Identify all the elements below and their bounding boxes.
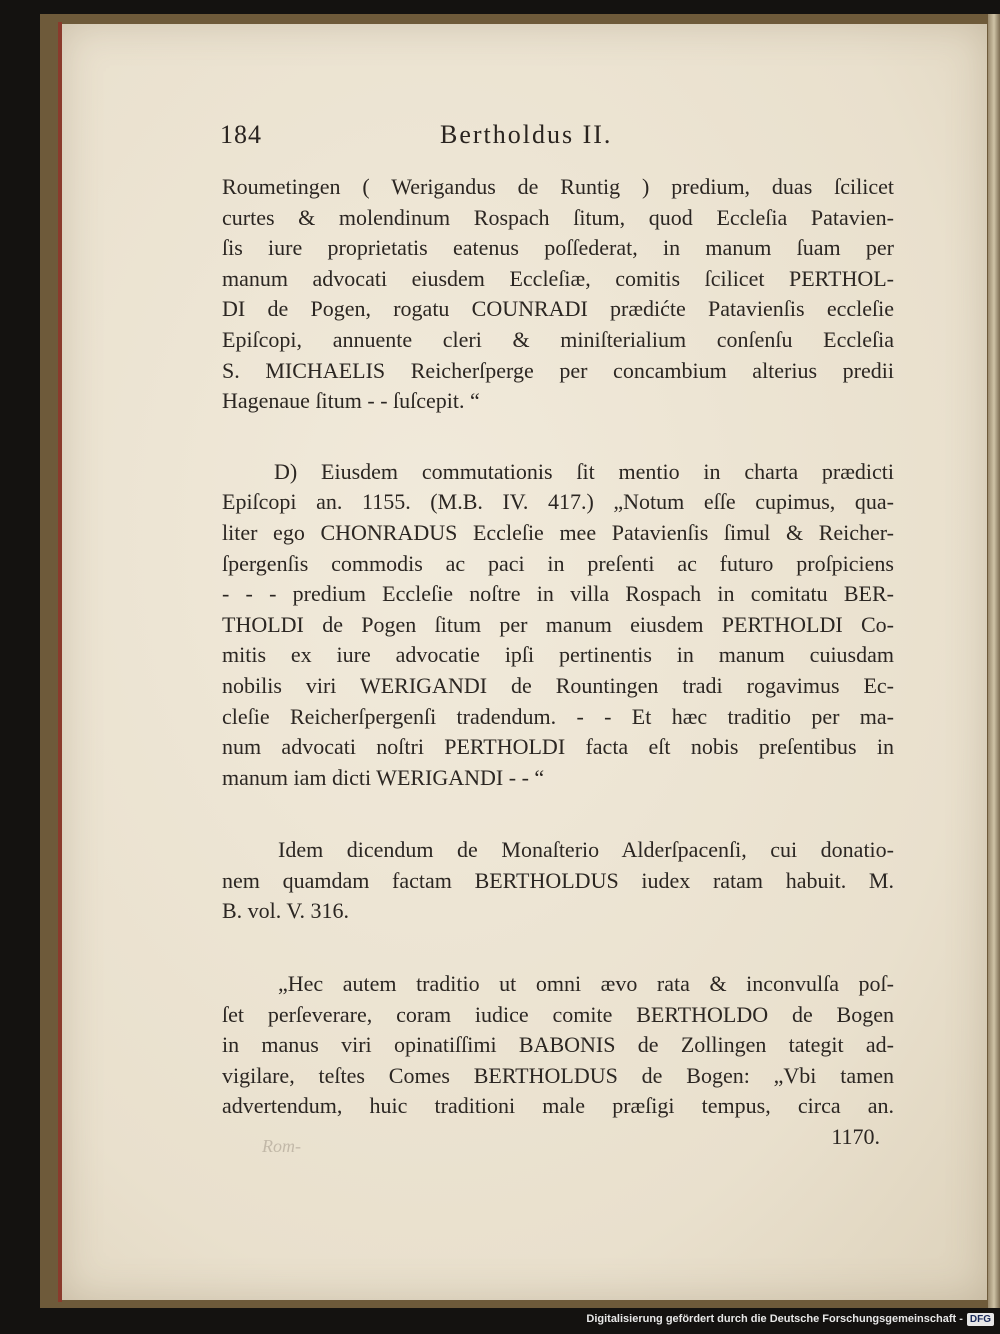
page-left-edge (58, 22, 62, 1302)
digitization-credit (586, 1310, 994, 1328)
text-line: in manus viri opinatiſſimi BABONIS de Zollingen tategit ad- (222, 1032, 894, 1058)
text-line: D) Eiusdem commutationis ſit mentio in charta prædicti (274, 458, 894, 484)
text-line: liter ego CHONRADUS Eccleſie mee Patavienſis ſimul & Reicher- (222, 519, 894, 545)
text-line: ſis iure proprietatis eatenus poſſederat, in manum ſuam per (222, 235, 894, 261)
paragraph-gap (222, 793, 894, 835)
catchword: 1170. (831, 1124, 880, 1150)
text-line: vigilare, teſtes Comes BERTHOLDUS de Bogen: „Vbi tamen (222, 1062, 894, 1088)
text-line: Hagenaue ſitum - - ſuſcepit. “ (222, 388, 480, 414)
paragraph-gap (222, 417, 894, 457)
bleed-through-text: Rom- (262, 1136, 301, 1156)
text-line: Epiſcopi an. 1155. (M.B. IV. 417.) „Notum eſſe cupimus, qua- (222, 489, 894, 515)
text-line: Idem dicendum de Monaſterio Alderſpacenſi, cui donatio- (278, 837, 894, 863)
book-spine (988, 14, 1000, 1308)
text-line: Roumetingen ( Werigandus de Runtig ) predium, duas ſcilicet (222, 174, 894, 199)
text-line: advertendum, huic traditioni male præſigi tempus, circa an. (222, 1093, 894, 1119)
text-line: - - - predium Eccleſie noſtre in villa Rospach in comitatu BER- (222, 581, 894, 607)
body-text (222, 172, 894, 1153)
credit-text: Digitalisierung gefördert durch die Deutsche Forschungsgemeinschaft - (586, 1313, 963, 1325)
text-line: nobilis viri WERIGANDI de Rountingen tradi rogavimus Ec- (222, 672, 894, 698)
text-line: THOLDI de Pogen ſitum per manum eiusdem PERTHOLDI Co- (222, 611, 894, 637)
text-line: DI de Pogen, rogatu COUNRADI prædićte Patavienſis eccleſie (222, 296, 894, 322)
paragraph-3 (222, 835, 894, 927)
text-line: ſpergenſis commodis ac paci in preſenti ac futuro proſpiciens (222, 550, 894, 576)
text-line: ſet perſeverare, coram iudice comite BERTHOLDO de Bogen (222, 1001, 894, 1027)
text-line: num advocati noſtri PERTHOLDI facta eſt nobis preſentibus in (222, 734, 894, 760)
text-line: S. MICHAELIS Reicherſperge per concambium alterius predii (222, 357, 894, 383)
text-line: nem quamdam factam BERTHOLDUS iudex ratam habuit. M. (222, 867, 894, 893)
paragraph-2 (222, 457, 894, 794)
dfg-logo: DFG (967, 1313, 994, 1326)
text-line: manum iam dicti WERIGANDI - - “ (222, 764, 545, 790)
text-line: curtes & molendinum Rospach ſitum, quod Eccleſia Patavien- (222, 204, 894, 230)
paragraph-4 (222, 969, 894, 1153)
running-title: Bertholdus II. (440, 120, 613, 149)
text-line: manum advocati eiusdem Eccleſiæ, comitis ſcilicet PERTHOL- (222, 265, 894, 291)
page-number: 184 (220, 120, 262, 149)
text-line: cleſie Reicherſpergenſi tradendum. - - Et hæc traditio per ma- (222, 703, 894, 729)
text-line: Epiſcopi, annuente cleri & miniſterialium conſenſu Eccleſia (222, 326, 894, 352)
page-header (220, 120, 890, 160)
paragraph-gap (222, 927, 894, 969)
text-line: B. vol. V. 316. (222, 898, 349, 924)
text-line: mitis ex iure advocatie ipſi pertinentis in manum cuiusdam (222, 642, 894, 668)
paragraph-1 (222, 172, 894, 417)
text-line: „Hec autem traditio ut omni ævo rata & inconvulſa poſ- (278, 971, 894, 997)
